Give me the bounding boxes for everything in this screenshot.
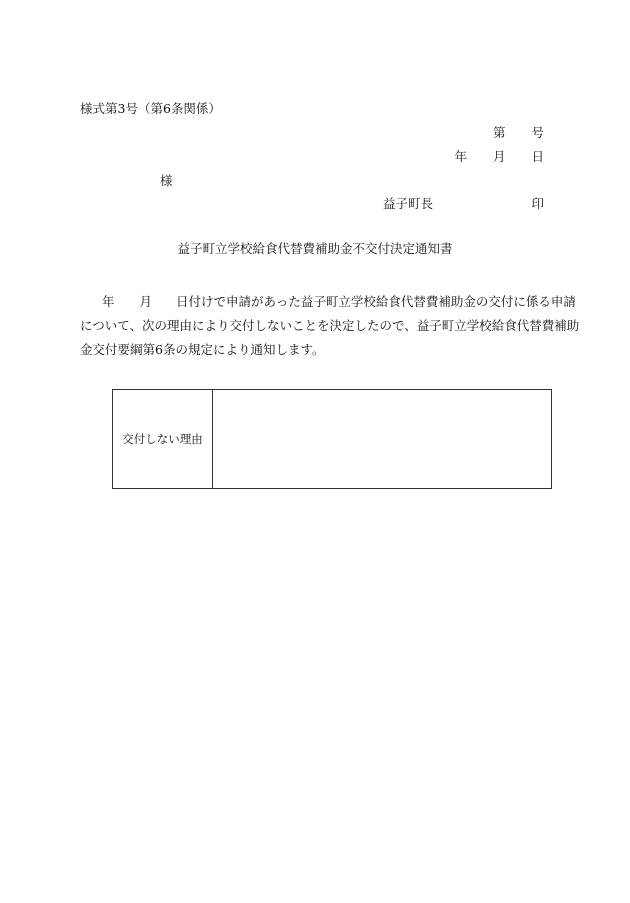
document-number-suffix: 号 [531, 125, 544, 140]
reason-table [112, 389, 552, 489]
body-line-1 [80, 290, 576, 314]
body-line-3: 金交付要綱第6条の規定により通知します。 [80, 342, 325, 357]
document-date [454, 151, 544, 164]
body-year: 年 [102, 294, 115, 309]
reason-label-cell [113, 390, 213, 488]
seal-mark: 印 [531, 196, 544, 211]
body-line-1-text: 日付けで申請があった益子町立学校給食代替費補助金の交付に係る申請 [176, 294, 576, 309]
body-paragraph [80, 290, 580, 362]
document-title: 益子町立学校給食代替費補助金不交付決定通知書 [177, 241, 453, 256]
date-day: 日 [531, 149, 544, 164]
date-year: 年 [454, 149, 467, 164]
reason-value-cell [213, 390, 551, 488]
body-line-2: について、次の理由により交付しないことを決定したので、益子町立学校給食代替費補助 [80, 318, 580, 333]
body-month: 月 [139, 294, 153, 309]
addressee: 様 [160, 173, 173, 188]
document-number-prefix: 第 [492, 125, 506, 140]
document-number [493, 127, 544, 140]
form-label: 様式第3号（第6条関係） [80, 101, 221, 116]
reason-label: 交付しない理由 [122, 432, 203, 446]
issuer-name: 益子町長 [383, 196, 434, 211]
date-month: 月 [492, 149, 506, 164]
